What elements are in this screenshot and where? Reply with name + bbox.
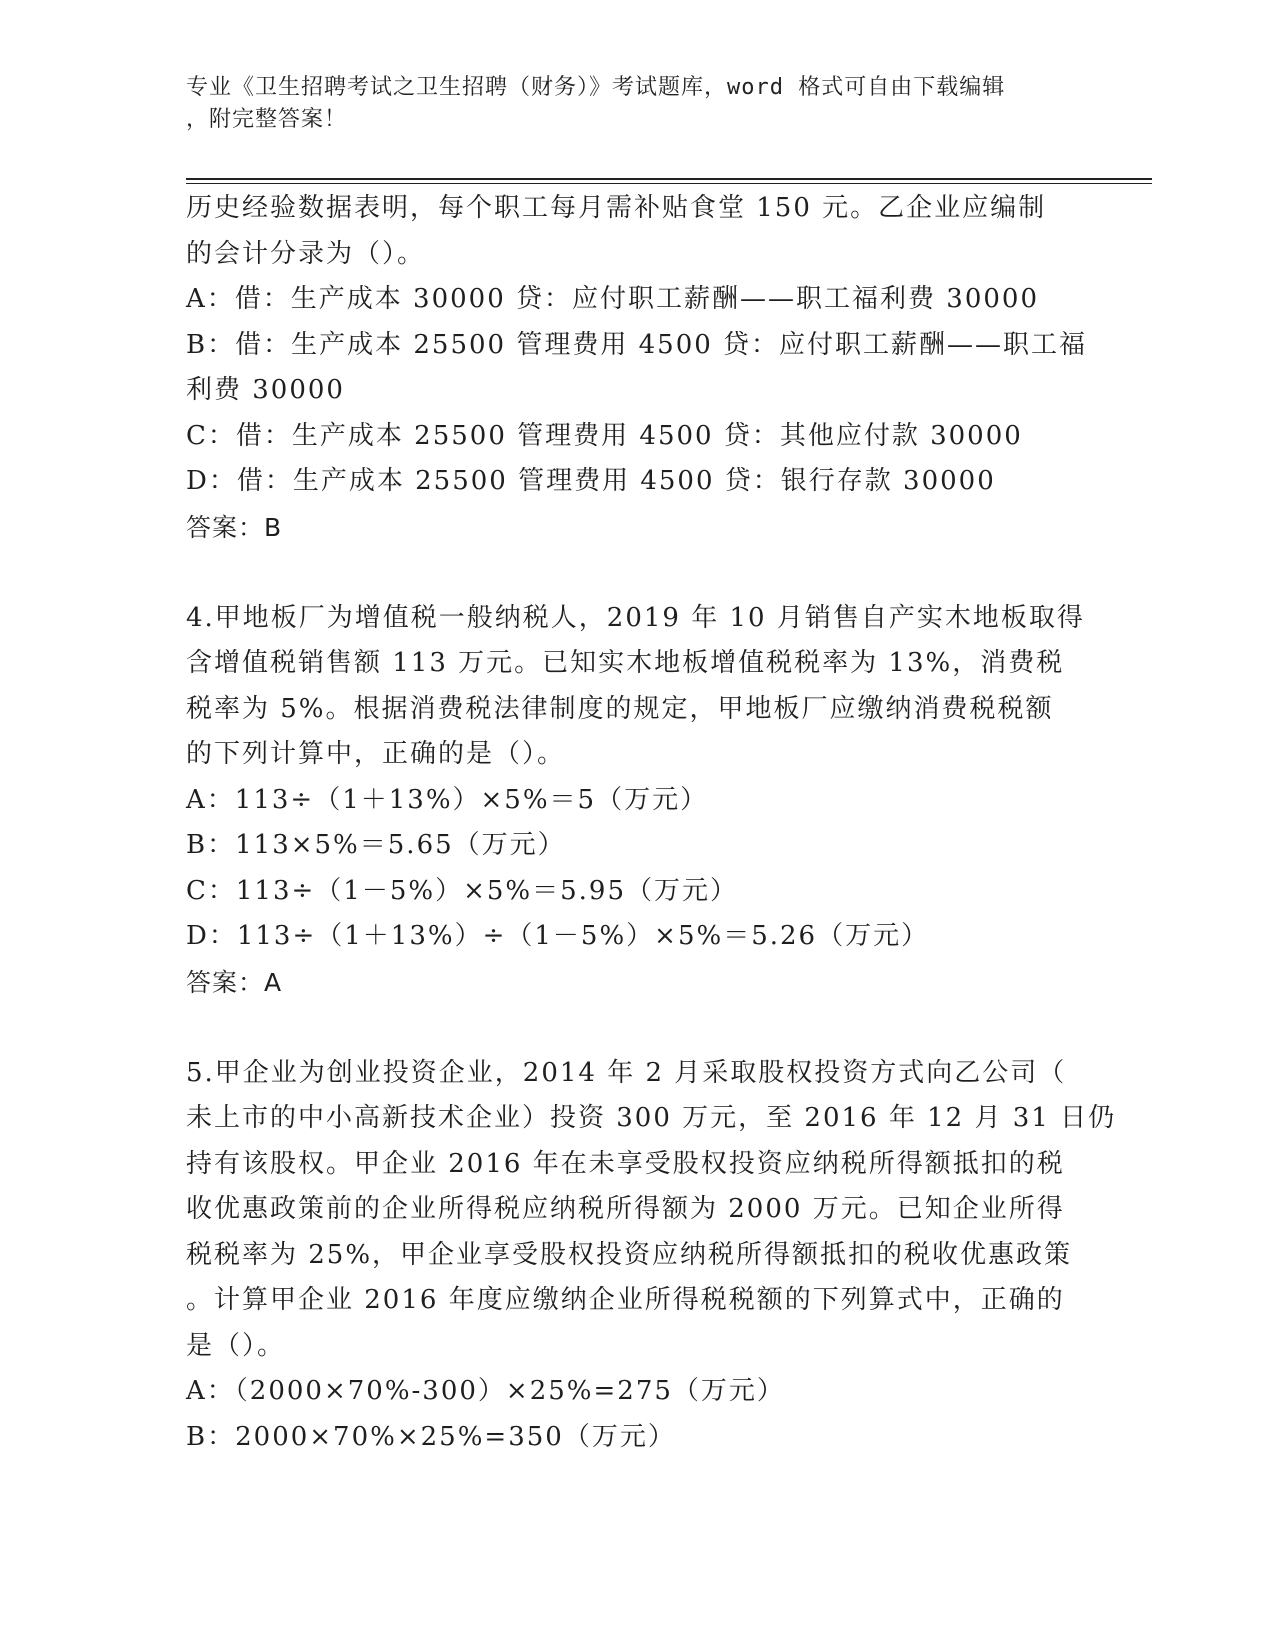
header-title-line-continued: ，附完整答案！	[186, 107, 348, 132]
question-stem-line: 的下列计算中，正确的是（）。	[186, 739, 566, 769]
header-divider-thick	[186, 178, 1152, 180]
question-stem-line: 是（）。	[186, 1330, 286, 1361]
question-stem-line: 的会计分录为（）。	[186, 238, 426, 269]
option-d: D：113÷（1＋13%）÷（1－5%）×5%＝5.26（万元）	[186, 921, 930, 951]
question-stem-line: 历史经验数据表明，每个职工每月需补贴食堂 150 元。乙企业应编制	[186, 193, 1047, 223]
answer-label: 答案：A	[186, 967, 283, 997]
spacer	[186, 550, 1086, 596]
option-b: B：113×5%＝5.65（万元）	[186, 830, 566, 860]
option-b: B：2000×70%×25%=350（万元）	[186, 1421, 676, 1452]
question-stem-line: 税率为 5%。根据消费税法律制度的规定，甲地板厂应缴纳消费税税额	[186, 693, 1054, 724]
question-stem-line: 收优惠政策前的企业所得税应纳税所得额为 2000 万元。已知企业所得	[186, 1194, 1065, 1224]
question-stem-line: 4.甲地板厂为增值税一般纳税人，2019 年 10 月销售自产实木地板取得	[186, 602, 1085, 633]
question-content	[186, 186, 1117, 1460]
option-d: D：借：生产成本 25500 管理费用 4500 贷：银行存款 30000	[186, 466, 996, 496]
page-header	[186, 72, 1066, 136]
question-3	[186, 186, 1086, 550]
option-a: A：（2000×70%-300）×25%=275（万元）	[186, 1376, 785, 1406]
question-stem-line: 。计算甲企业 2016 年度应缴纳企业所得税税额的下列算式中，正确的	[186, 1285, 1065, 1315]
question-stem-line: 5.甲企业为创业投资企业，2014 年 2 月采取股权投资方式向乙公司（	[186, 1057, 1067, 1088]
option-a: A：113÷（1＋13%）×5%＝5（万元）	[186, 784, 709, 815]
answer-label: 答案：B	[186, 512, 283, 542]
header-divider-thin	[186, 183, 1152, 184]
header-title-line: 专业《卫生招聘考试之卫生招聘（财务）》考试题库，word 格式可自由下载编辑	[186, 75, 1006, 100]
option-c: C：借：生产成本 25500 管理费用 4500 贷：其他应付款 30000	[186, 420, 1023, 451]
option-a: A：借：生产成本 30000 贷：应付职工薪酬——职工福利费 30000	[186, 284, 1039, 314]
question-stem-line: 持有该股权。甲企业 2016 年在未享受股权投资应纳税所得额抵扣的税	[186, 1148, 1065, 1179]
option-c: C：113÷（1－5%）×5%＝5.95（万元）	[186, 875, 739, 906]
question-5	[186, 1051, 1117, 1461]
spacer	[186, 1005, 1086, 1051]
question-stem-line: 含增值税销售额 113 万元。已知实木地板增值税税率为 13%，消费税	[186, 648, 1065, 678]
question-4	[186, 596, 1086, 1006]
question-stem-line: 税税率为 25%，甲企业享受股权投资应纳税所得额抵扣的税收优惠政策	[186, 1239, 1073, 1270]
question-stem-line: 未上市的中小高新技术企业）投资 300 万元，至 2016 年 12 月 31 日仍	[186, 1103, 1117, 1133]
option-b-continued: 利费 30000	[186, 375, 345, 405]
option-b: B：借：生产成本 25500 管理费用 4500 贷：应付职工薪酬——职工福	[186, 329, 1088, 360]
